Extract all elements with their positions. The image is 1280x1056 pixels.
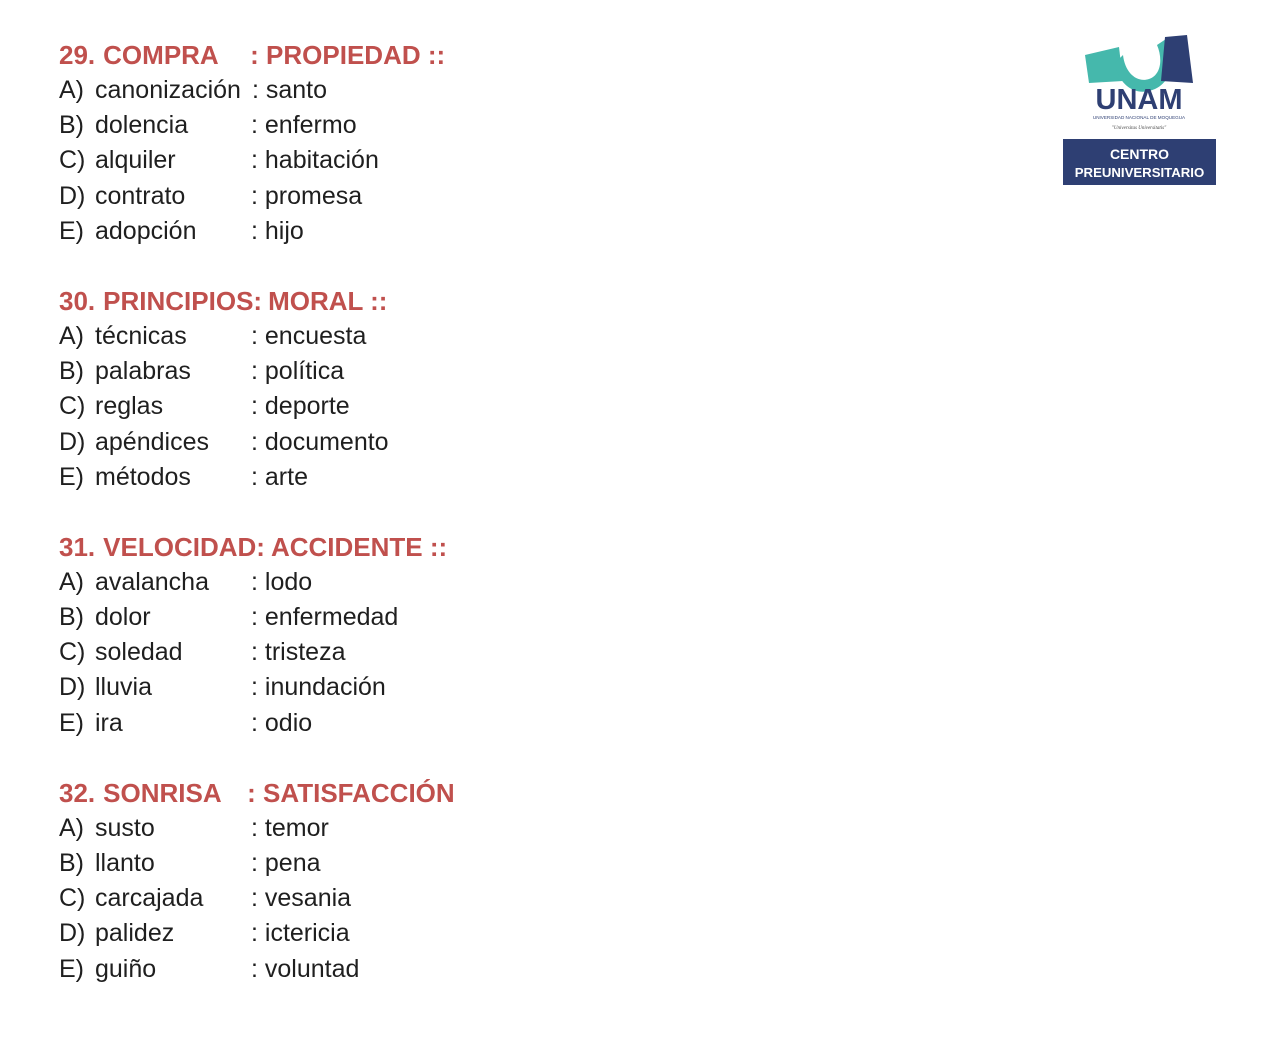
option-word: métodos xyxy=(95,462,191,491)
option-pair: : lodo xyxy=(251,567,313,596)
option-letter: C) xyxy=(59,146,86,175)
option-row xyxy=(59,670,959,705)
option-row xyxy=(59,460,959,495)
option-row xyxy=(59,214,959,249)
question-number: 32. xyxy=(59,777,96,808)
option-letter: D) xyxy=(59,181,86,210)
unam-logo-graphic xyxy=(1063,33,1216,185)
option-word: canonización xyxy=(95,76,241,104)
option-row xyxy=(59,565,959,600)
question-number: 29. xyxy=(59,40,96,70)
option-row xyxy=(59,916,959,951)
option-row xyxy=(59,73,959,108)
option-word: alquiler xyxy=(95,146,176,175)
option-pair: : hijo xyxy=(251,216,304,245)
option-row xyxy=(59,600,959,635)
option-pair: : política xyxy=(251,357,345,386)
option-word: dolor xyxy=(95,603,151,632)
question-term-b: : PROPIEDAD :: xyxy=(250,40,446,70)
option-letter: B) xyxy=(59,603,84,632)
option-row xyxy=(59,389,959,424)
option-pair: : inundación xyxy=(251,673,386,702)
option-letter: C) xyxy=(59,638,86,667)
option-row xyxy=(59,635,959,670)
option-row xyxy=(59,952,959,987)
option-row xyxy=(59,425,959,460)
option-letter: E) xyxy=(59,462,84,491)
question-term-a: PRINCIPIOS: xyxy=(103,285,263,316)
option-pair: : promesa xyxy=(251,181,363,210)
logo-right-ribbon xyxy=(1161,35,1193,83)
option-row xyxy=(59,354,959,389)
option-word: soledad xyxy=(95,638,183,667)
question-31 xyxy=(59,530,959,741)
question-number: 31. xyxy=(59,531,96,562)
option-pair: : odio xyxy=(251,708,313,737)
option-pair: : voluntad xyxy=(251,954,360,983)
option-pair: : habitación xyxy=(251,146,379,175)
logo-banner-line1: CENTRO xyxy=(1109,146,1170,162)
option-word: palidez xyxy=(95,919,175,948)
option-word: lluvia xyxy=(95,673,152,702)
option-word: palabras xyxy=(95,357,191,386)
option-row xyxy=(59,706,959,741)
question-list xyxy=(59,38,959,1022)
option-letter: D) xyxy=(59,673,86,702)
option-pair: : enfermo xyxy=(251,111,357,140)
logo-motto: "Universitas Universitatis" xyxy=(1111,126,1167,131)
option-pair: : deporte xyxy=(251,392,350,421)
option-pair: : encuesta xyxy=(251,321,367,350)
option-row xyxy=(59,108,959,143)
option-word: dolencia xyxy=(95,111,189,140)
question-term-b: MORAL :: xyxy=(268,285,388,316)
question-term-a: VELOCIDAD: xyxy=(103,531,265,562)
option-letter: C) xyxy=(59,392,86,421)
option-letter: D) xyxy=(59,919,86,948)
question-heading xyxy=(59,776,959,811)
option-row xyxy=(59,881,959,916)
option-letter: D) xyxy=(59,427,86,456)
option-row xyxy=(59,811,959,846)
option-word: contrato xyxy=(95,181,186,210)
option-letter: E) xyxy=(59,216,84,245)
option-pair: : pena xyxy=(251,849,321,877)
option-pair: : documento xyxy=(251,427,389,456)
option-pair: : enfermedad xyxy=(251,603,399,632)
option-letter: B) xyxy=(59,357,84,386)
option-word: adopción xyxy=(95,216,197,245)
question-term-a: SONRISA xyxy=(103,777,222,808)
option-word: ira xyxy=(95,708,123,737)
option-letter: E) xyxy=(59,708,84,737)
option-row xyxy=(59,846,959,881)
question-29 xyxy=(59,38,959,249)
option-letter: A) xyxy=(59,813,84,842)
question-heading xyxy=(59,38,959,73)
question-number: 30. xyxy=(59,285,96,316)
option-pair: : tristeza xyxy=(251,638,346,667)
option-letter: B) xyxy=(59,849,84,877)
question-heading xyxy=(59,284,959,319)
question-term-a: COMPRA xyxy=(103,40,219,70)
option-letter: B) xyxy=(59,111,84,140)
option-word: técnicas xyxy=(95,321,187,350)
question-30 xyxy=(59,284,959,495)
question-32 xyxy=(59,776,959,987)
option-word: llanto xyxy=(95,849,155,877)
option-row xyxy=(59,179,959,214)
unam-logo xyxy=(1063,33,1216,185)
question-term-b: : SATISFACCIÓN xyxy=(247,777,455,808)
logo-name: UNAM xyxy=(1095,84,1183,116)
option-word: carcajada xyxy=(95,884,204,913)
option-pair: : ictericia xyxy=(251,919,350,948)
option-letter: E) xyxy=(59,954,84,983)
option-row xyxy=(59,143,959,178)
option-word: guiño xyxy=(95,954,157,983)
option-row xyxy=(59,319,959,354)
option-pair: : vesania xyxy=(251,884,352,913)
option-letter: A) xyxy=(59,321,84,350)
option-pair: : santo xyxy=(251,76,327,104)
option-pair: : arte xyxy=(251,462,308,491)
logo-banner-line2: PREUNIVERSITARIO xyxy=(1074,165,1205,180)
option-letter: C) xyxy=(59,884,86,913)
option-pair: : temor xyxy=(251,813,329,842)
option-letter: A) xyxy=(59,76,84,104)
logo-subtitle: UNIVERSIDAD NACIONAL DE MOQUEGUA xyxy=(1092,115,1186,120)
option-word: apéndices xyxy=(95,427,209,456)
option-word: avalancha xyxy=(95,567,209,596)
option-word: susto xyxy=(95,813,155,842)
question-heading xyxy=(59,530,959,565)
question-term-b: ACCIDENTE :: xyxy=(270,531,448,562)
option-letter: A) xyxy=(59,567,84,596)
option-word: reglas xyxy=(95,392,164,421)
